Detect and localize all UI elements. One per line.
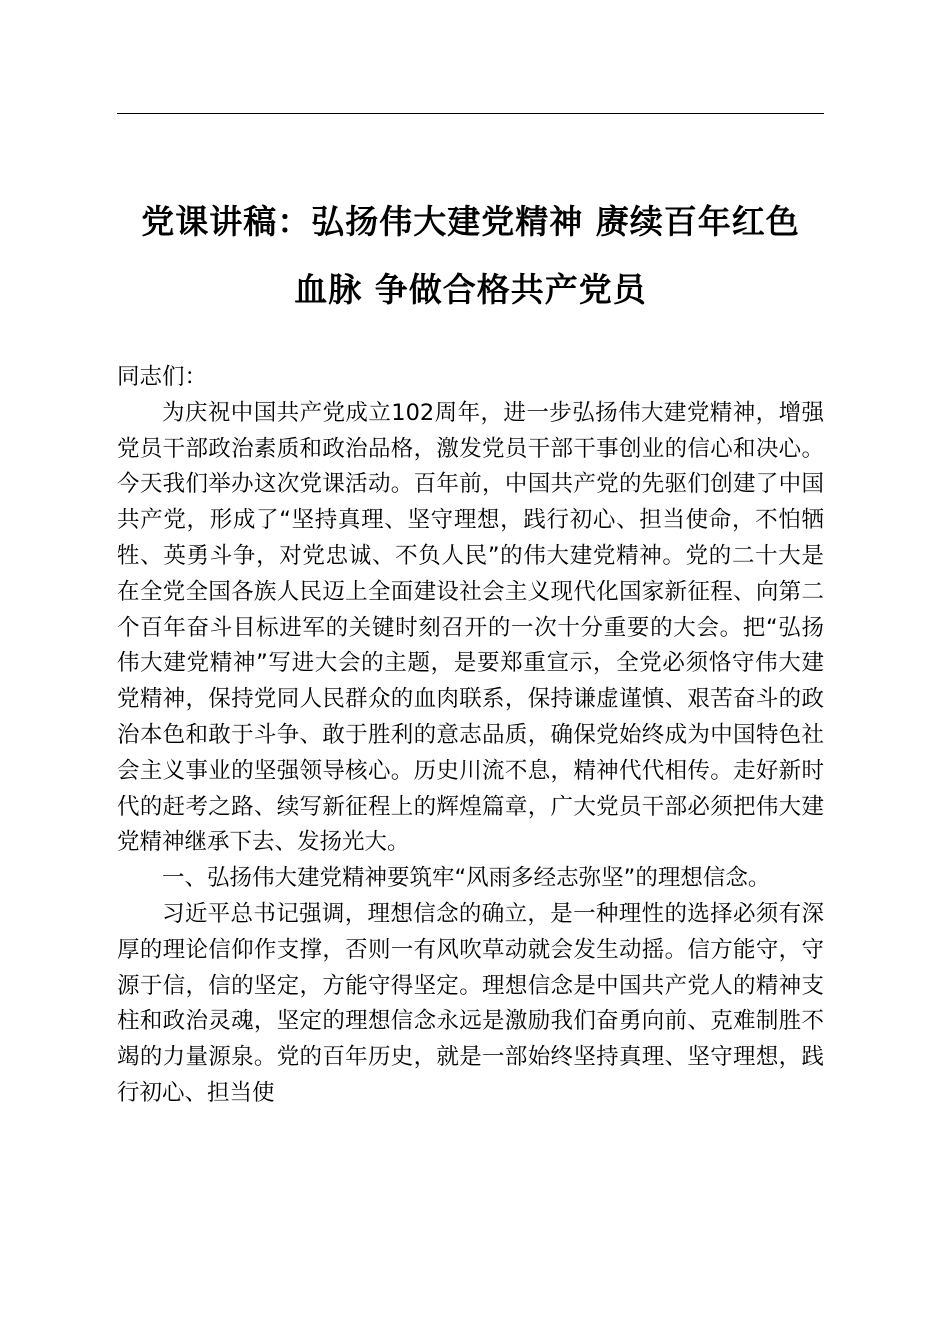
title-line-1: 党课讲稿：弘扬伟大建党精神 赓续百年红色 <box>141 202 800 241</box>
paragraph-section-1: 习近平总书记强调，理想信念的确立，是一种理性的选择必须有深厚的理论信仰作支撑，否则一有风吹草动就会发生动摇。信方能守，守源于信，信的坚定，方能守得坚定。理想信念是中国共产党人的精神支柱和政治灵魂，坚定的理想信念永远是激励我们奋勇向前、克难制胜不竭的力量源泉。党的百年历史，就是一部始终坚持真理、坚守理想，践行初心、担当使 <box>117 900 824 1106</box>
greeting: 同志们： <box>117 364 208 390</box>
document-title <box>117 188 824 324</box>
header-rule <box>117 113 824 114</box>
document-body <box>117 360 824 1112</box>
section-heading-1: 一、弘扬伟大建党精神要筑牢“风雨多经志弥坚”的理想信念。 <box>162 865 771 892</box>
paragraph-intro: 为庆祝中国共产党成立102周年，进一步弘扬伟大建党精神，增强党员干部政治素质和政治品格，激发党员干部干事创业的信心和决心。今天我们举办这次党课活动。百年前，中国共产党的先驱们创建了中国共产党，形成了“坚持真理、坚守理想，践行初心、担当使命，不怕牺牲、英勇斗争，对党忠诚、不负人民”的伟大建党精神。党的二十大是在全党全国各族人民迈上全面建设社会主义现代化国家新征程、向第二个百年奋斗目标进军的关键时刻召开的一次十分重要的大会。把“弘扬伟大建党精神”写进大会的主题，是要郑重宣示，全党必须恪守伟大建党精神，保持党同人民群众的血肉联系，保持谦虚谨慎、艰苦奋斗的政治本色和敢于斗争、敢于胜利的意志品质，确保党始终成为中国特色社会主义事业的坚强领导核心。历史川流不息，精神代代相传。走好新时代的赶考之路、续写新征程上的辉煌篇章，广大党员干部必须把伟大建党精神继承下去、发扬光大。 <box>117 399 824 856</box>
title-line-2: 血脉 争做合格共产党员 <box>294 270 647 309</box>
